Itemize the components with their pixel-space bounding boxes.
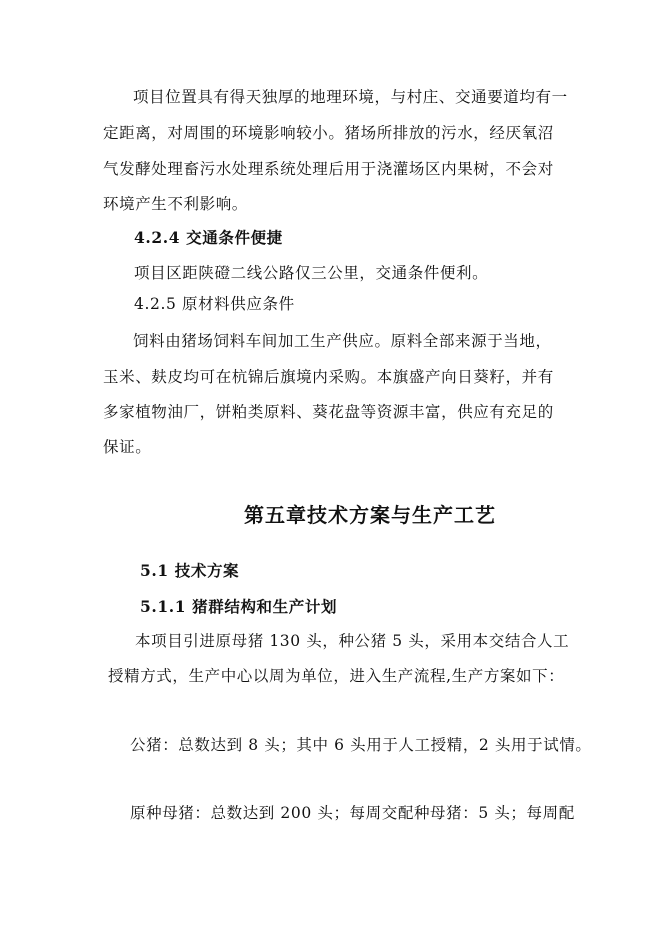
heading-4-2-4: 4.2.4 交通条件便捷 (134, 228, 283, 247)
heading-4-2-5: 4.2.5 原材料供应条件 (134, 295, 295, 313)
paragraph-pig-intro-line-2: 授精方式，生产中心以周为单位，进入生产流程,生产方案如下： (108, 667, 565, 685)
paragraph-materials-line-2: 玉米、麸皮均可在杭锦后旗境内采购。本旗盛产向日葵籽，并有 (103, 368, 554, 386)
paragraph-location-line-1: 项目位置具有得天独厚的地理环境，与村庄、交通要道均有一 (133, 88, 568, 106)
heading-5-1-1: 5.1.1 猪群结构和生产计划 (140, 597, 338, 616)
heading-5-1: 5.1 技术方案 (140, 561, 240, 580)
paragraph-location-line-3: 气发酵处理畜污水处理系统处理后用于浇灌场区内果树，不会对 (103, 160, 554, 178)
paragraph-transport: 项目区距陕磴二线公路仅三公里，交通条件便利。 (134, 264, 489, 282)
paragraph-materials-line-4: 保证。 (103, 438, 152, 456)
paragraph-pig-intro-line-1: 本项目引进原母猪 130 头，种公猪 5 头，采用本交结合人工 (135, 632, 570, 650)
paragraph-materials-line-3: 多家植物油厂，饼粕类原料、葵花盘等资源丰富，供应有充足的 (103, 403, 554, 421)
paragraph-location-line-4: 环境产生不利影响。 (103, 195, 248, 213)
paragraph-materials-line-1: 饲料由猪场饲料车间加工生产供应。原料全部来源于当地， (133, 332, 552, 350)
paragraph-sows: 原种母猪：总数达到 200 头；每周交配种母猪：5 头；每周配 (130, 804, 575, 822)
paragraph-boars: 公猪：总数达到 8 头；其中 6 头用于人工授精，2 头用于试情。 (130, 736, 592, 754)
chapter-title: 第五章技术方案与生产工艺 (244, 503, 496, 527)
paragraph-location-line-2: 定距离，对周围的环境影响较小。猪场所排放的污水，经厌氧沼 (103, 124, 554, 142)
